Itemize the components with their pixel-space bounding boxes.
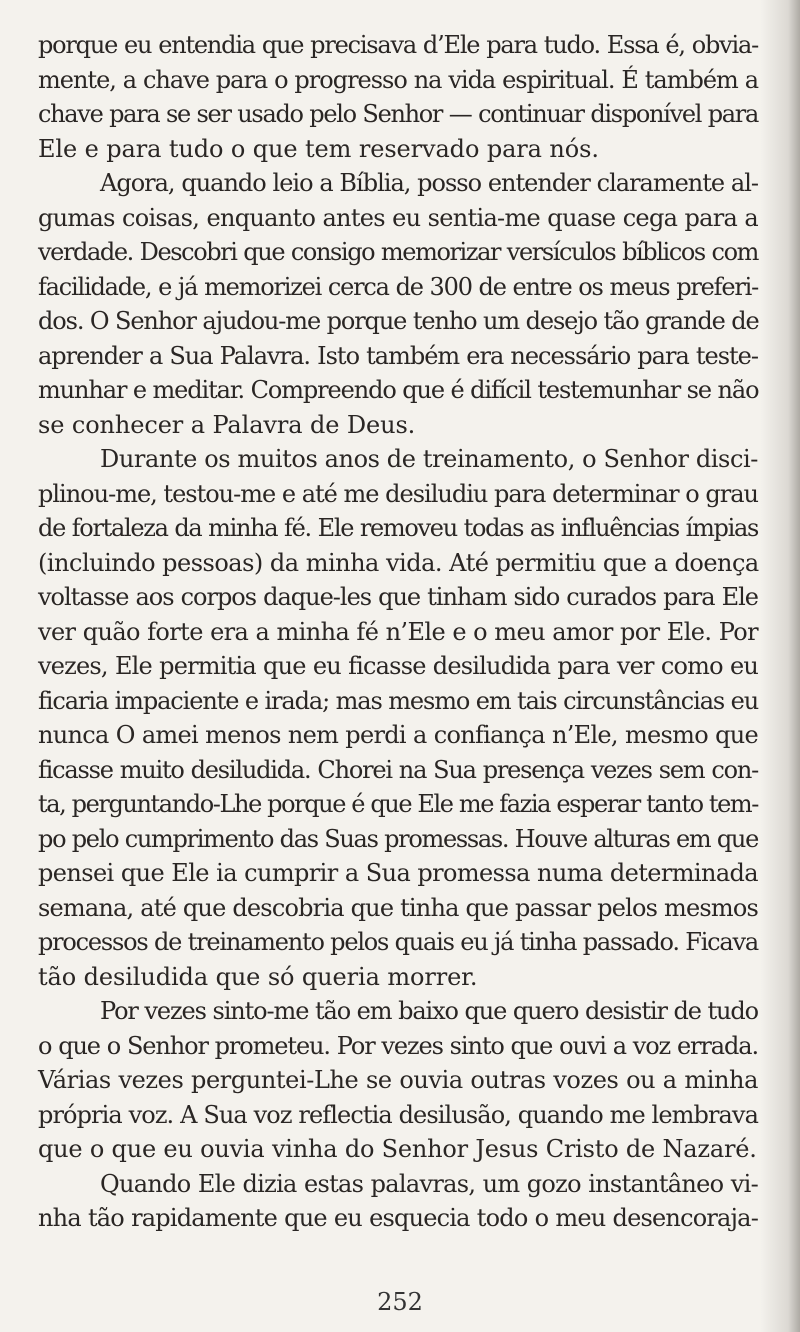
text-line: de fortaleza da minha fé. Ele removeu todas as influências ímpias <box>38 514 758 542</box>
text-line: o que o Senhor prometeu. Por vezes sinto que ouvi a voz errada. <box>38 1031 758 1060</box>
text-line: dos. O Senhor ajudou-me porque tenho um desejo tão grande de <box>38 307 759 335</box>
text-line: gumas coisas, enquanto antes eu sentia-me quase cega para a <box>38 203 758 232</box>
text-line: tão desiludida que só queria morrer. <box>38 962 478 991</box>
text-line: própria voz. A Sua voz reflectia desilusão, quando me lembrava <box>38 1100 758 1129</box>
text-line: po pelo cumprimento das Suas promessas. Houve alturas em que <box>38 824 758 853</box>
text-line: Quando Ele dizia estas palavras, um gozo instantâneo vi- <box>100 1169 758 1198</box>
body-text <box>38 28 758 1236</box>
text-line: vezes, Ele permitia que eu ficasse desiludida para ver como eu <box>38 652 758 680</box>
text-line: porque eu entendia que precisava d’Ele para tudo. Essa é, obvia- <box>38 31 758 59</box>
text-line: plinou-me, testou-me e até me desiludiu para determinar o grau <box>38 479 758 508</box>
text-line: ta, perguntando-Lhe porque é que Ele me fazia esperar tanto tem- <box>38 790 758 818</box>
text-line: nha tão rapidamente que eu esquecia todo o meu desencoraja- <box>38 1204 758 1232</box>
text-line: semana, até que descobria que tinha que passar pelos mesmos <box>38 893 758 922</box>
text-line: ficasse muito desiludida. Chorei na Sua presença vezes sem con- <box>38 755 758 784</box>
text-line: processos de treinamento pelos quais eu já tinha passado. Ficava <box>38 928 758 956</box>
text-line: mente, a chave para o progresso na vida espiritual. É também a <box>38 65 758 94</box>
text-line: que o que eu ouvia vinha do Senhor Jesus Cristo de Nazaré. <box>38 1135 757 1163</box>
text-line: (incluindo pessoas) da minha vida. Até permitiu que a doença <box>38 548 759 577</box>
text-line: Durante os muitos anos de treinamento, o Senhor disci- <box>100 445 758 473</box>
text-line: se conhecer a Palavra de Deus. <box>38 410 416 439</box>
text-line: Ele e para tudo o que tem reservado para nós. <box>38 134 599 163</box>
page-edge-shadow <box>760 0 800 1332</box>
text-line: munhar e meditar. Compreendo que é difícil testemunhar se não <box>38 376 759 404</box>
text-line: aprender a Sua Palavra. Isto também era necessário para teste- <box>38 341 758 370</box>
text-line: facilidade, e já memorizei cerca de 300 de entre os meus preferi- <box>38 272 758 301</box>
text-line: Agora, quando leio a Bíblia, posso entender claramente al- <box>100 169 758 197</box>
text-line: verdade. Descobri que consigo memorizar versículos bíblicos com <box>38 238 758 266</box>
text-line: voltasse aos corpos daque-les que tinham sido curados para Ele <box>38 583 758 611</box>
text-line: Várias vezes perguntei-Lhe se ouvia outras vozes ou a minha <box>38 1066 758 1094</box>
text-line: nunca O amei menos nem perdi a confiança n’Ele, mesmo que <box>38 721 758 749</box>
text-line: pensei que Ele ia cumprir a Sua promessa numa determinada <box>38 859 758 887</box>
text-line: Por vezes sinto-me tão em baixo que quero desistir de tudo <box>100 997 758 1025</box>
text-line: chave para se ser usado pelo Senhor — continuar disponível para <box>38 100 758 128</box>
text-line: ficaria impaciente e irada; mas mesmo em tais circunstâncias eu <box>38 686 759 715</box>
page-number: 252 <box>377 1288 423 1316</box>
text-line: ver quão forte era a minha fé n’Ele e o meu amor por Ele. Por <box>38 617 758 646</box>
